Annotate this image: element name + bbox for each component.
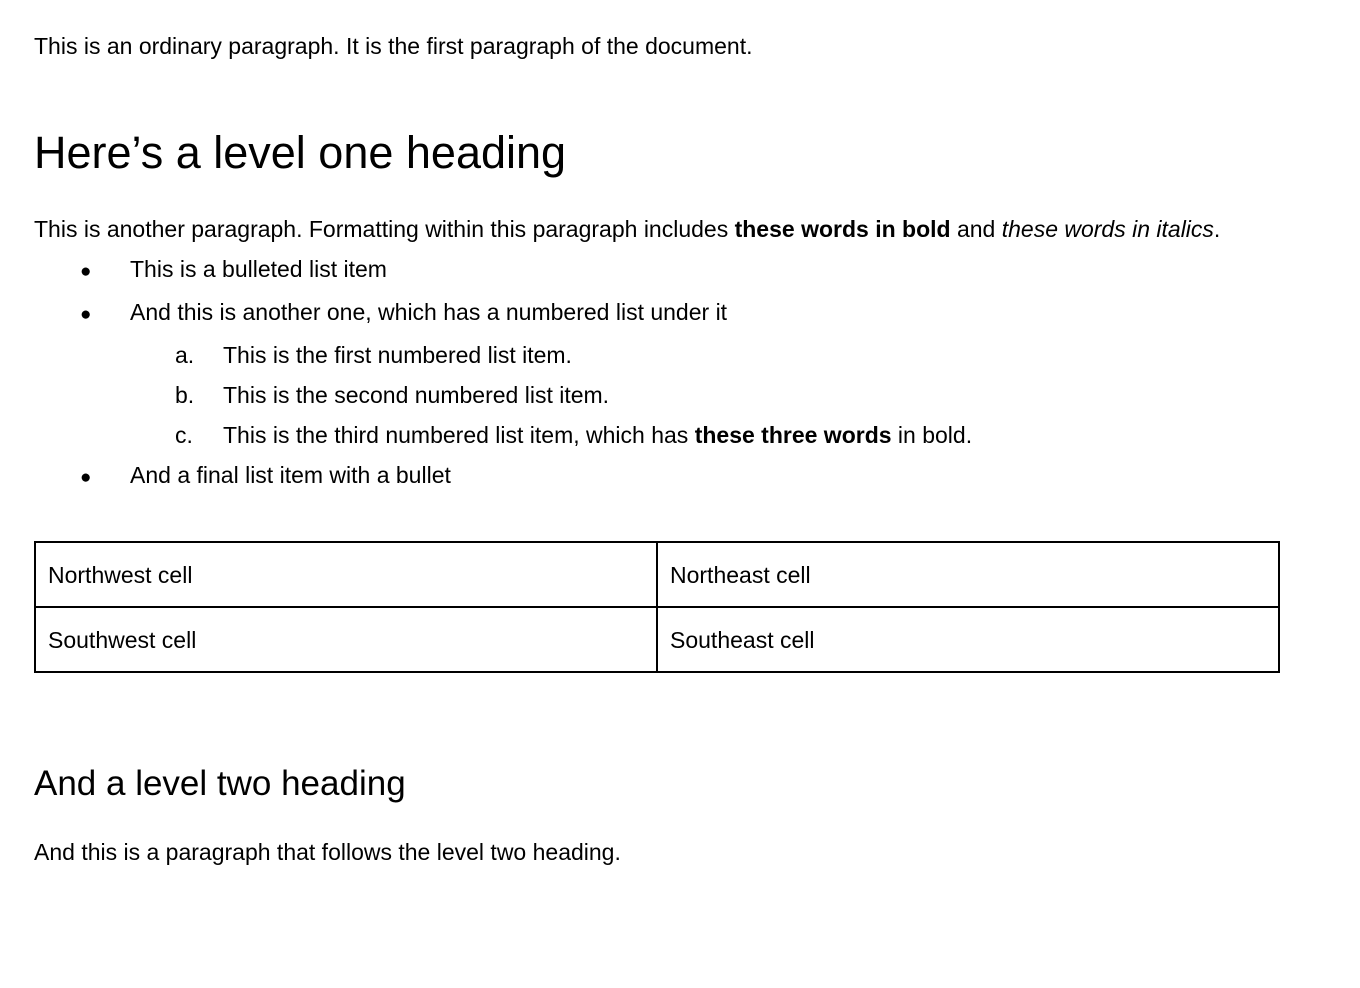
table-row [35, 607, 1279, 672]
bullet-icon: ● [80, 467, 92, 488]
bullet-list-item-3 [34, 455, 1280, 498]
numbered-list-marker-c: c. [175, 422, 193, 448]
document-table [34, 541, 1280, 673]
bold-phrase: these words in bold [734, 216, 951, 242]
numbered-list-marker-a: a. [175, 342, 195, 368]
bold-phrase: these three words [694, 422, 892, 448]
formatted-paragraph-plain-end: . [1213, 216, 1221, 242]
table-cell-southwest: Southwest cell [35, 607, 657, 672]
numbered-list-item-c-text [223, 415, 1280, 455]
numbered-list-item-a [34, 335, 1280, 375]
formatted-paragraph [34, 209, 1280, 249]
closing-paragraph: And this is a paragraph that follows the level two heading. [34, 839, 621, 865]
table-row [35, 542, 1279, 607]
numbered-list-item-c-plain-start: This is the third numbered list item, which has [223, 422, 695, 448]
bullet-list-item-2-text: And this is another one, which has a numbered list under it [130, 299, 728, 325]
italic-phrase: these words in italics [1001, 216, 1214, 242]
heading-level-two: And a level two heading [34, 764, 406, 803]
bullet-icon: ● [80, 261, 92, 282]
table-cell-northwest: Northwest cell [35, 542, 657, 607]
numbered-list-item-c-plain-end: in bold. [891, 422, 973, 448]
numbered-list-marker-b: b. [175, 382, 195, 408]
numbered-list-item-b-text: This is the second numbered list item. [223, 382, 610, 408]
table-cell-northeast: Northeast cell [657, 542, 1279, 607]
bullet-list-item-2 [34, 292, 1280, 335]
formatted-paragraph-plain-middle: and [950, 216, 1002, 242]
intro-paragraph: This is an ordinary paragraph. It is the first paragraph of the document. [34, 33, 753, 59]
numbered-list-item-b [34, 375, 1280, 415]
formatted-paragraph-plain-start: This is another paragraph. Formatting within this paragraph includes [34, 216, 735, 242]
numbered-list-item-a-text: This is the first numbered list item. [223, 342, 572, 368]
heading-level-one: Here’s a level one heading [34, 127, 567, 178]
bullet-list-item-1-text: This is a bulleted list item [130, 256, 387, 282]
bullet-icon: ● [80, 304, 92, 325]
table-cell-southeast: Southeast cell [657, 607, 1279, 672]
numbered-list-item-c [34, 415, 1280, 455]
bullet-list-item-1 [34, 249, 1280, 292]
bullet-list-item-3-text: And a final list item with a bullet [130, 462, 451, 488]
bulleted-list [34, 249, 1280, 498]
